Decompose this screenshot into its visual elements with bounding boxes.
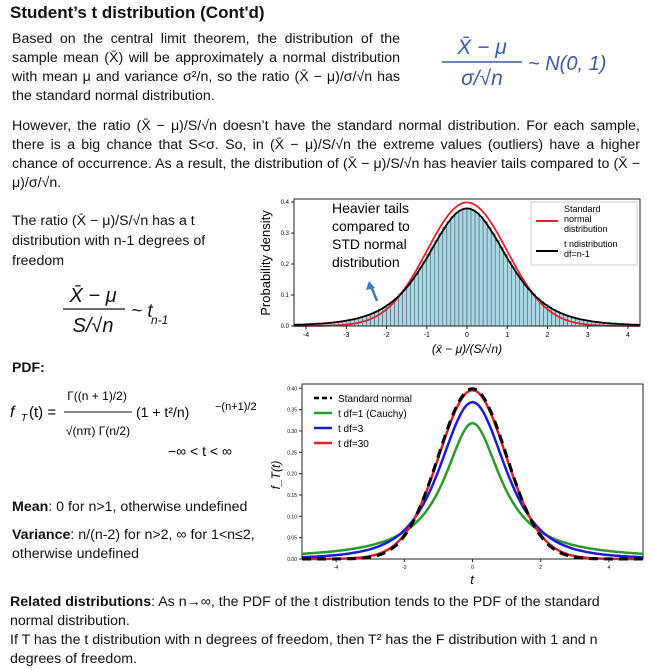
x-tick-label: -2: [383, 332, 390, 339]
y-tick-label: 0.1: [280, 293, 289, 300]
legend-normal-1: Standard: [564, 204, 601, 214]
histogram-bar: [523, 285, 527, 326]
variance-text: [12, 526, 292, 564]
histogram-chart: [258, 193, 648, 373]
x-tick-label: 0: [471, 565, 474, 571]
x-tick-label: -1: [423, 332, 430, 339]
ratio-paragraph: The ratio (X̄ − μ)/S/√n has a t distribution with n-1 degrees of freedom: [12, 213, 206, 269]
pdf-range: −∞ < t < ∞: [168, 443, 232, 459]
histogram-bar: [443, 227, 447, 326]
x-tick-label: -4: [302, 332, 310, 339]
eq-t-rhs: ~ t: [131, 301, 153, 322]
legend-label: t df=30: [338, 439, 369, 450]
histogram-bar: [439, 234, 443, 326]
related-distributions: [10, 593, 640, 669]
t-ratio-equation: [55, 280, 195, 342]
y-tick-label: 0.00: [287, 557, 297, 563]
histogram-bar: [419, 268, 423, 326]
x-tick-label: -2: [402, 565, 407, 571]
pdf-lhs-arg: (t) =: [29, 404, 57, 421]
pdf-label: PDF:: [12, 359, 45, 375]
annotation-line-1: Heavier tails: [332, 200, 410, 216]
histogram-bar: [374, 312, 378, 326]
related-line2: If T has the t distribution with n degrees of freedom, then T² has the F distribution with 1 and n degrees of freedom.: [10, 632, 598, 667]
heavier-tails-paragraph: However, the ratio (X̄ − μ)/S/√n doesn’t have the standard normal distribution. For each sample, there is a big chance that S<σ. So, in (X̄ − μ)/S/√n the extreme values (outliers) have a higher chance of occurrence. As a result, the distribution of (X̄ − μ)/S/√n has heavier tails compared to (X̄ − μ)/σ/√n.: [12, 118, 640, 191]
histogram-bar: [471, 210, 475, 326]
legend-label: t df=3: [338, 424, 364, 435]
legend: [531, 202, 637, 265]
legend-t-1: t ndistribution: [564, 239, 618, 249]
normal-ratio-equation: [420, 30, 620, 100]
related-label: Related distributions: [10, 594, 152, 610]
histogram-bar: [423, 261, 427, 326]
histogram-bar: [495, 241, 499, 326]
histogram-bar: [455, 213, 459, 326]
pdf-denominator: √(nπ) Γ(n/2): [65, 424, 131, 438]
histogram-bar: [487, 227, 491, 326]
y-tick-label: 0.3: [280, 231, 289, 238]
eq-rhs: ~ N(0, 1): [528, 53, 607, 75]
legend-label: Standard normal: [338, 394, 412, 405]
pdf-tail: (1 + t²/n): [136, 404, 190, 420]
x-tick-label: 4: [607, 565, 611, 571]
histogram-bar: [483, 222, 487, 326]
variance-label: Variance: [12, 527, 71, 543]
y-axis-label: f_T(t): [269, 460, 283, 490]
pdf-numerator: Γ((n + 1)/2): [67, 389, 127, 403]
eq-t-denominator: S/√n: [72, 315, 114, 337]
page-title: Student’s t distribution (Cont'd): [10, 3, 265, 22]
mean-text: [12, 498, 282, 517]
histogram-bar: [556, 312, 560, 326]
y-tick-label: 0.20: [287, 471, 297, 478]
histogram-bar: [415, 274, 419, 326]
histogram-bar: [511, 268, 515, 326]
y-tick-label: 0.4: [280, 200, 289, 207]
y-axis-label: Probability density: [258, 210, 273, 316]
legend-t-2: df=n-1: [564, 249, 590, 259]
y-tick-label: 0.25: [287, 450, 297, 457]
histogram-bar: [427, 255, 431, 326]
t-family-chart: [266, 380, 650, 590]
histogram-bar: [411, 280, 415, 326]
legend-normal-2: normal: [564, 214, 592, 224]
arrow-head: [366, 281, 375, 290]
histogram-bar: [519, 280, 523, 326]
histogram-bar: [467, 209, 471, 326]
y-tick-label: 0.0: [280, 324, 289, 330]
histogram-bar: [435, 241, 439, 326]
y-tick-label: 0.10: [287, 514, 297, 521]
related-line1: : As n→∞, the PDF of the t distribution tends to the PDF of the standard normal distribution.: [10, 594, 600, 629]
histogram-bar: [431, 248, 435, 326]
histogram-bar: [475, 213, 479, 326]
x-axis-label: t: [470, 572, 474, 587]
pdf-formula: [8, 372, 283, 462]
histogram-bar: [507, 261, 511, 326]
annotation-line-2: compared to: [332, 218, 410, 234]
y-tick-label: 0.35: [287, 407, 297, 414]
x-tick-label: 1: [505, 332, 510, 339]
eq-t-numerator: X̄ − μ: [69, 285, 117, 307]
y-tick-label: 0.30: [287, 428, 297, 435]
histogram-bar: [451, 217, 455, 326]
histogram-bar: [515, 274, 519, 326]
annotation-line-4: distribution: [332, 254, 400, 270]
eq-numerator: X̄ − μ: [457, 36, 507, 59]
x-tick-label: 2: [545, 332, 550, 339]
y-tick-label: 0.2: [280, 262, 289, 269]
x-tick-label: 2: [539, 565, 543, 571]
x-tick-label: 0: [465, 332, 469, 339]
histogram-bar: [407, 285, 411, 326]
x-tick-label: -4: [333, 565, 339, 571]
y-tick-label: 0.05: [287, 535, 297, 542]
pdf-exponent: −(n+1)/2: [215, 401, 257, 413]
mean-label: Mean: [12, 499, 49, 515]
histogram-bar: [399, 294, 403, 326]
histogram-bar: [459, 210, 463, 326]
clt-paragraph: Based on the central limit theorem, the distribution of the sample mean (X̄) will be approximately a normal distribution with mean μ and variance σ²/n, so the ratio (X̄ − μ)/σ/√n has the standard normal distribution.: [12, 31, 400, 104]
x-tick-label: 3: [585, 332, 590, 339]
x-axis-label: (x̄ − μ)/(S/√n): [431, 342, 503, 356]
histogram-bar: [403, 290, 407, 326]
histogram-bar: [447, 222, 451, 326]
variance-value: : n/(n-2) for n>2, ∞ for 1<n≤2, otherwise undefined: [12, 527, 255, 562]
legend-label: t df=1 (Cauchy): [338, 409, 407, 420]
x-tick-label: -3: [343, 332, 350, 339]
y-tick-label: 0.40: [287, 386, 297, 393]
pdf-lhs: f: [10, 404, 15, 421]
eq-denominator: σ/√n: [461, 67, 503, 90]
histogram-bar: [527, 290, 531, 326]
histogram-bar: [479, 217, 483, 326]
histogram-bar: [463, 209, 467, 326]
annotation-line-3: STD normal: [332, 236, 407, 252]
x-tick-label: 4: [625, 332, 630, 339]
pdf-lhs-sub: T: [21, 413, 28, 424]
histogram-bar: [491, 234, 495, 326]
histogram-bar: [531, 294, 535, 326]
histogram-bar: [503, 255, 507, 326]
histogram-bar: [499, 248, 503, 326]
y-tick-label: 0.15: [287, 492, 297, 499]
legend-normal-3: distribution: [564, 224, 608, 234]
mean-value: : 0 for n>1, otherwise undefined: [48, 499, 248, 515]
eq-t-subscript: n-1: [151, 313, 169, 327]
